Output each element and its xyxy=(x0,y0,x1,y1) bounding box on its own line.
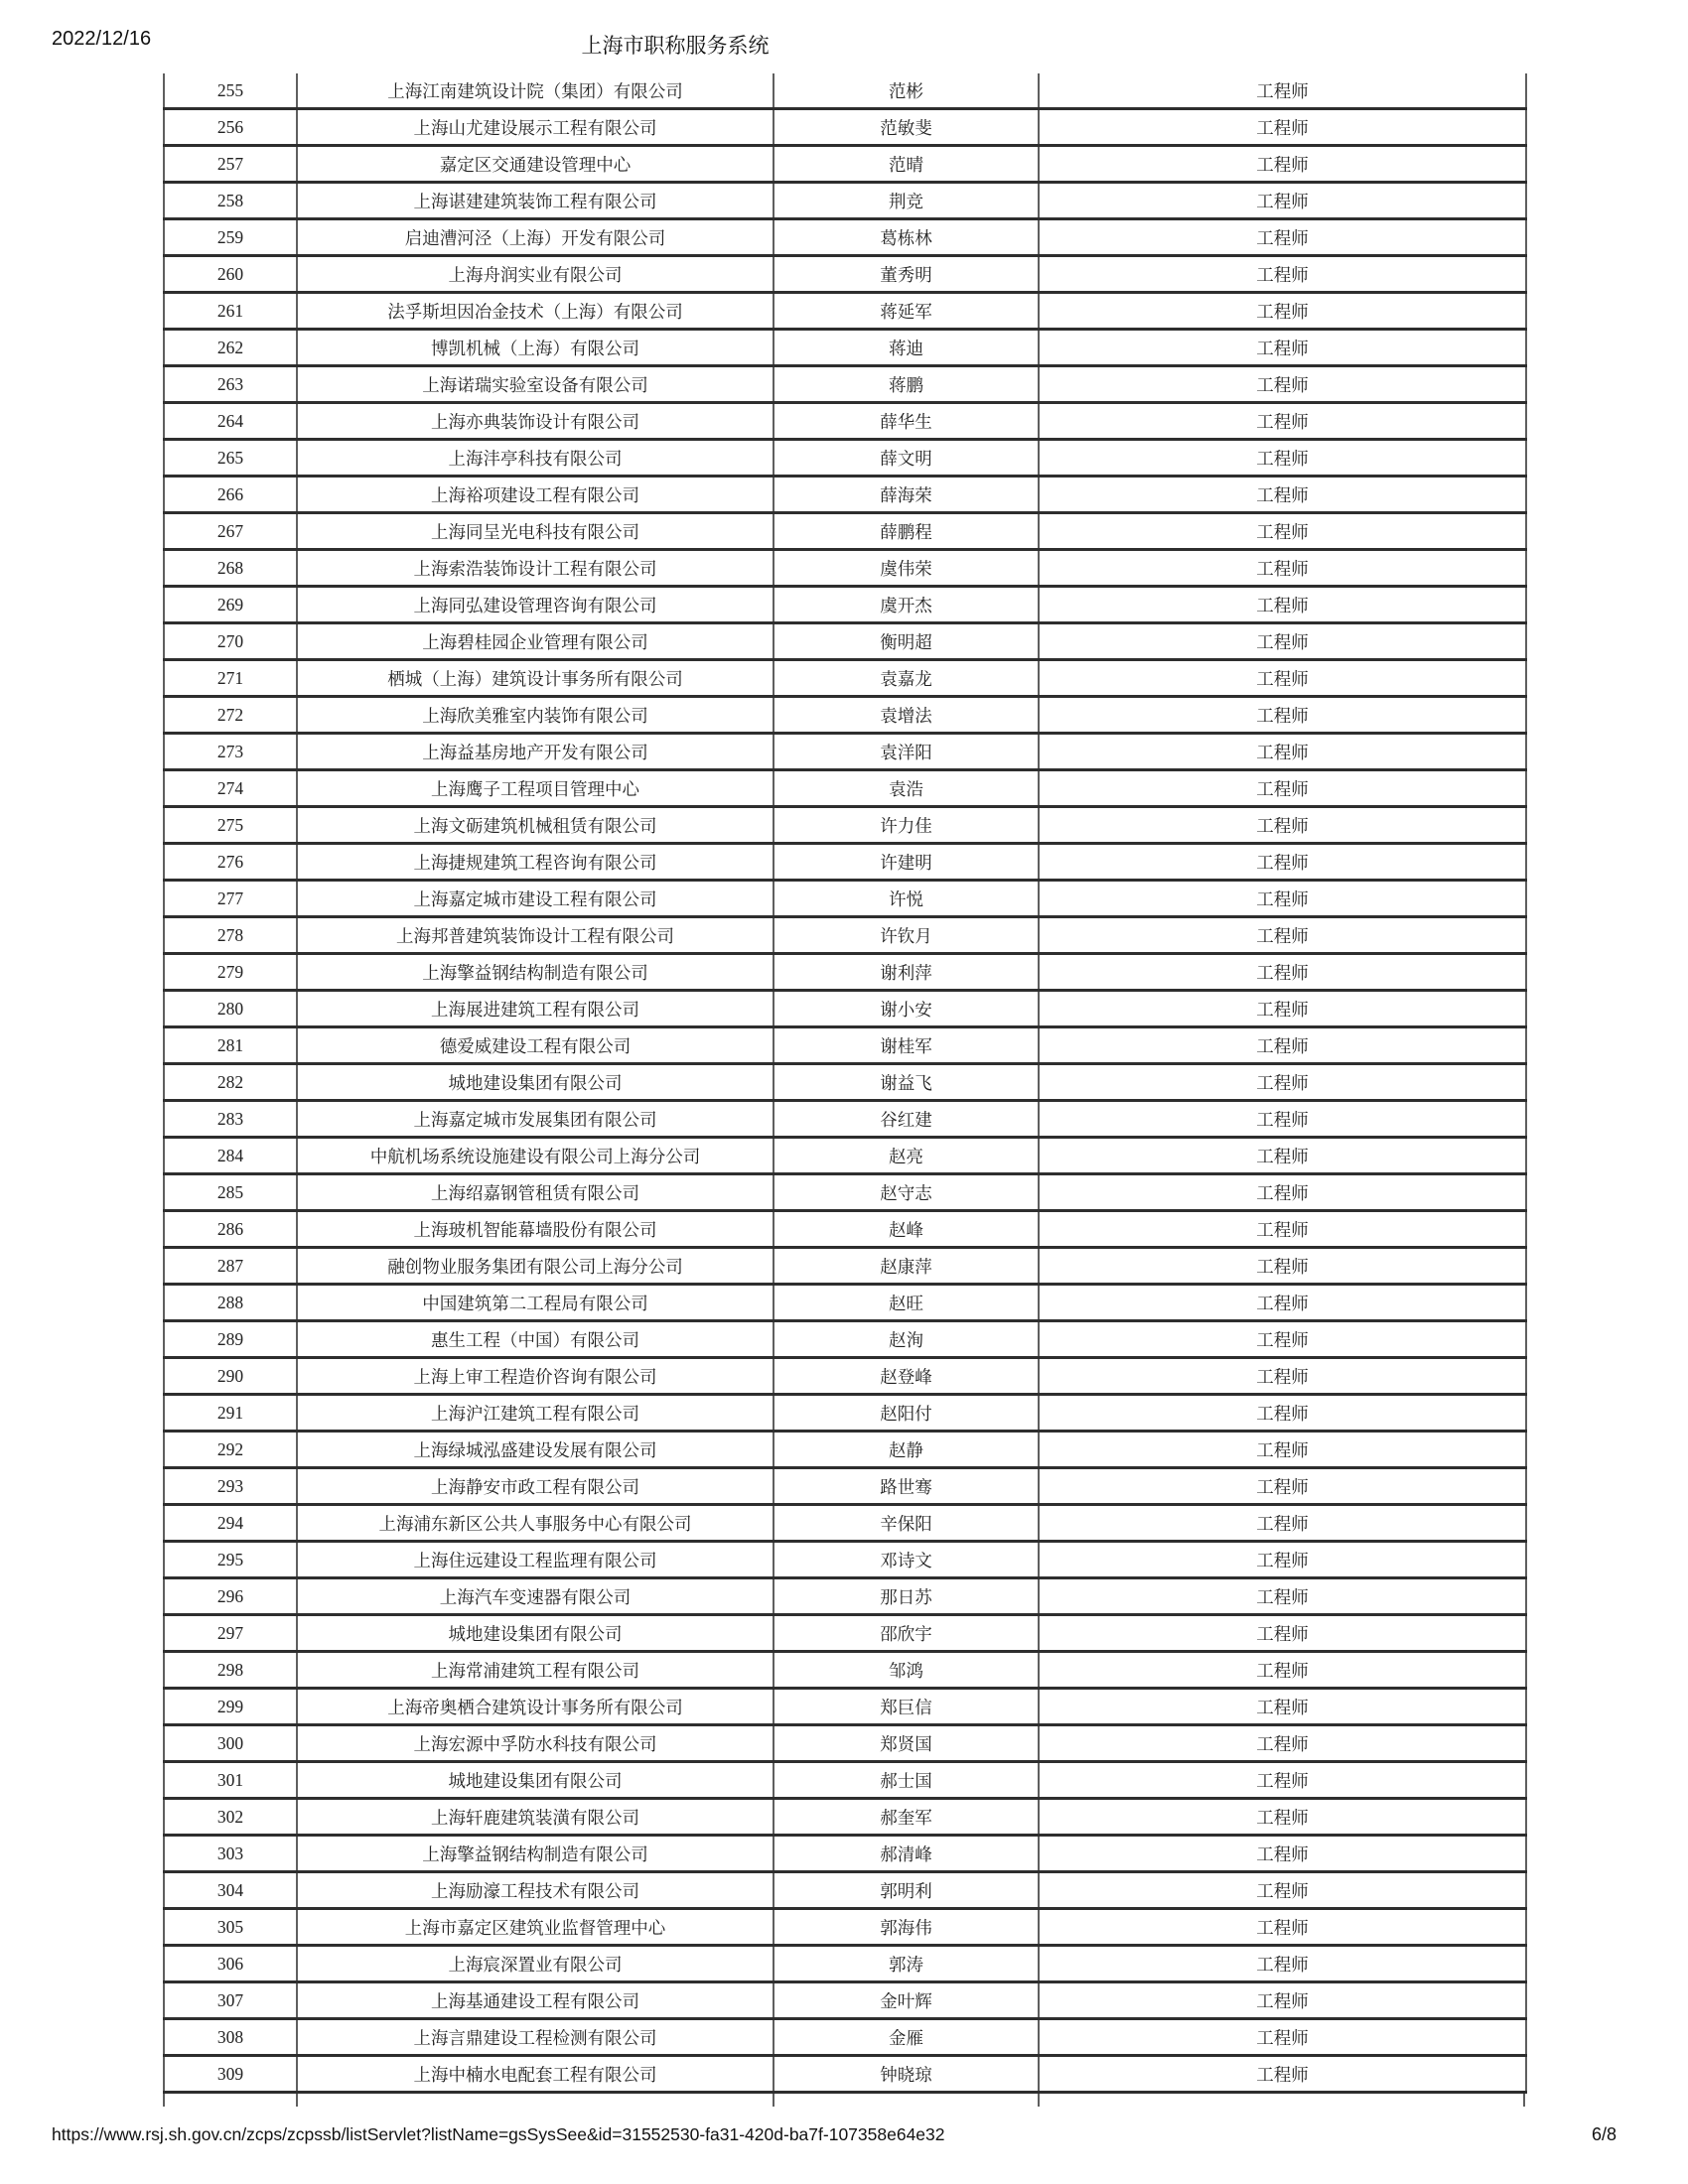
table-row xyxy=(164,1836,1526,1872)
table-row xyxy=(164,330,1526,366)
title-cell: 工程师 xyxy=(1039,1174,1526,1211)
title-cell: 工程师 xyxy=(1039,844,1526,881)
row-number-cell: 303 xyxy=(164,1836,297,1872)
company-cell: 惠生工程（中国）有限公司 xyxy=(297,1321,774,1358)
roster-table-wrap xyxy=(163,73,1525,2107)
table-row xyxy=(164,2019,1526,2056)
table-row xyxy=(164,1285,1526,1321)
name-cell: 袁嘉龙 xyxy=(774,660,1039,697)
row-number-cell: 308 xyxy=(164,2019,297,2056)
title-cell: 工程师 xyxy=(1039,1542,1526,1578)
footer-url: https://www.rsj.sh.gov.cn/zcps/zcpssb/listServlet?listName=gsSysSee&id=31552530-fa31-420d-ba7f-107358e64e32 xyxy=(52,2124,945,2144)
title-cell: 工程师 xyxy=(1039,440,1526,477)
company-cell: 上海益基房地产开发有限公司 xyxy=(297,734,774,770)
title-cell: 工程师 xyxy=(1039,513,1526,550)
company-cell: 上海绍嘉钢管租赁有限公司 xyxy=(297,1174,774,1211)
table-continuation-stub xyxy=(163,2094,1525,2107)
row-number-cell: 306 xyxy=(164,1946,297,1982)
table-row xyxy=(164,293,1526,330)
name-cell: 葛栋林 xyxy=(774,219,1039,256)
company-cell: 上海谌建建筑装饰工程有限公司 xyxy=(297,183,774,219)
title-cell: 工程师 xyxy=(1039,1836,1526,1872)
title-cell: 工程师 xyxy=(1039,293,1526,330)
title-cell: 工程师 xyxy=(1039,623,1526,660)
title-cell: 工程师 xyxy=(1039,1248,1526,1285)
title-cell: 工程师 xyxy=(1039,1615,1526,1652)
name-cell: 荆竞 xyxy=(774,183,1039,219)
company-cell: 上海言鼎建设工程检测有限公司 xyxy=(297,2019,774,2056)
title-cell: 工程师 xyxy=(1039,109,1526,146)
row-number-cell: 304 xyxy=(164,1872,297,1909)
page-title: 上海市职称服务系统 xyxy=(581,35,770,58)
company-cell: 启迪漕河泾（上海）开发有限公司 xyxy=(297,219,774,256)
row-number-cell: 276 xyxy=(164,844,297,881)
row-number-cell: 256 xyxy=(164,109,297,146)
title-cell: 工程师 xyxy=(1039,1982,1526,2019)
name-cell: 谷红建 xyxy=(774,1101,1039,1138)
name-cell: 赵守志 xyxy=(774,1174,1039,1211)
page-number: 6/8 xyxy=(1591,2124,1617,2144)
title-cell: 工程师 xyxy=(1039,770,1526,807)
row-number-cell: 266 xyxy=(164,477,297,513)
row-number-cell: 284 xyxy=(164,1138,297,1174)
name-cell: 郭明利 xyxy=(774,1872,1039,1909)
print-date: 2022/12/16 xyxy=(52,28,152,50)
row-number-cell: 297 xyxy=(164,1615,297,1652)
row-number-cell: 290 xyxy=(164,1358,297,1395)
row-number-cell: 274 xyxy=(164,770,297,807)
name-cell: 蒋延军 xyxy=(774,293,1039,330)
company-cell: 博凯机械（上海）有限公司 xyxy=(297,330,774,366)
table-row xyxy=(164,146,1526,183)
title-cell: 工程师 xyxy=(1039,1432,1526,1468)
title-cell: 工程师 xyxy=(1039,1946,1526,1982)
row-number-cell: 295 xyxy=(164,1542,297,1578)
row-number-cell: 283 xyxy=(164,1101,297,1138)
row-number-cell: 277 xyxy=(164,881,297,917)
company-cell: 上海浦东新区公共人事服务中心有限公司 xyxy=(297,1505,774,1542)
table-row xyxy=(164,1358,1526,1395)
name-cell: 谢桂军 xyxy=(774,1027,1039,1064)
name-cell: 赵康萍 xyxy=(774,1248,1039,1285)
company-cell: 上海擎益钢结构制造有限公司 xyxy=(297,1836,774,1872)
company-cell: 上海住远建设工程监理有限公司 xyxy=(297,1542,774,1578)
company-cell: 上海基通建设工程有限公司 xyxy=(297,1982,774,2019)
title-cell: 工程师 xyxy=(1039,1027,1526,1064)
title-cell: 工程师 xyxy=(1039,256,1526,293)
title-cell: 工程师 xyxy=(1039,1762,1526,1799)
name-cell: 衡明超 xyxy=(774,623,1039,660)
row-number-cell: 265 xyxy=(164,440,297,477)
row-number-cell: 259 xyxy=(164,219,297,256)
row-number-cell: 255 xyxy=(164,73,297,109)
name-cell: 虞伟荣 xyxy=(774,550,1039,587)
company-cell: 上海擎益钢结构制造有限公司 xyxy=(297,954,774,991)
company-cell: 上海江南建筑设计院（集团）有限公司 xyxy=(297,73,774,109)
title-cell: 工程师 xyxy=(1039,917,1526,954)
table-row xyxy=(164,917,1526,954)
name-cell: 谢小安 xyxy=(774,991,1039,1027)
company-cell: 上海中楠水电配套工程有限公司 xyxy=(297,2056,774,2093)
company-cell: 德爱威建设工程有限公司 xyxy=(297,1027,774,1064)
row-number-cell: 279 xyxy=(164,954,297,991)
row-number-cell: 293 xyxy=(164,1468,297,1505)
row-number-cell: 275 xyxy=(164,807,297,844)
title-cell: 工程师 xyxy=(1039,1872,1526,1909)
row-number-cell: 309 xyxy=(164,2056,297,2093)
row-number-cell: 305 xyxy=(164,1909,297,1946)
name-cell: 郭涛 xyxy=(774,1946,1039,1982)
table-row xyxy=(164,1762,1526,1799)
table-row xyxy=(164,623,1526,660)
row-number-cell: 287 xyxy=(164,1248,297,1285)
name-cell: 赵亮 xyxy=(774,1138,1039,1174)
title-cell: 工程师 xyxy=(1039,1395,1526,1432)
table-body xyxy=(164,73,1526,2093)
row-number-cell: 302 xyxy=(164,1799,297,1836)
table-row xyxy=(164,1982,1526,2019)
table-row xyxy=(164,1395,1526,1432)
table-row xyxy=(164,954,1526,991)
name-cell: 许建明 xyxy=(774,844,1039,881)
table-row xyxy=(164,1064,1526,1101)
name-cell: 郝清峰 xyxy=(774,1836,1039,1872)
table-row xyxy=(164,550,1526,587)
title-cell: 工程师 xyxy=(1039,734,1526,770)
company-cell: 上海宸深置业有限公司 xyxy=(297,1946,774,1982)
title-cell: 工程师 xyxy=(1039,991,1526,1027)
column-divider xyxy=(773,2094,774,2107)
company-cell: 上海舟润实业有限公司 xyxy=(297,256,774,293)
company-cell: 栖城（上海）建筑设计事务所有限公司 xyxy=(297,660,774,697)
company-cell: 上海邦普建筑装饰设计工程有限公司 xyxy=(297,917,774,954)
row-number-cell: 267 xyxy=(164,513,297,550)
company-cell: 中国建筑第二工程局有限公司 xyxy=(297,1285,774,1321)
title-cell: 工程师 xyxy=(1039,1799,1526,1836)
name-cell: 邵欣宇 xyxy=(774,1615,1039,1652)
name-cell: 薛海荣 xyxy=(774,477,1039,513)
name-cell: 薛鹏程 xyxy=(774,513,1039,550)
row-number-cell: 269 xyxy=(164,587,297,623)
row-number-cell: 264 xyxy=(164,403,297,440)
company-cell: 上海常浦建筑工程有限公司 xyxy=(297,1652,774,1689)
title-cell: 工程师 xyxy=(1039,2019,1526,2056)
name-cell: 许悦 xyxy=(774,881,1039,917)
table-row xyxy=(164,1211,1526,1248)
company-cell: 上海山尤建设展示工程有限公司 xyxy=(297,109,774,146)
table-row xyxy=(164,660,1526,697)
row-number-cell: 280 xyxy=(164,991,297,1027)
row-number-cell: 257 xyxy=(164,146,297,183)
name-cell: 谢利萍 xyxy=(774,954,1039,991)
table-row xyxy=(164,1725,1526,1762)
company-cell: 上海轩鹿建筑装潢有限公司 xyxy=(297,1799,774,1836)
table-row xyxy=(164,844,1526,881)
row-number-cell: 291 xyxy=(164,1395,297,1432)
row-number-cell: 272 xyxy=(164,697,297,734)
title-cell: 工程师 xyxy=(1039,1101,1526,1138)
table-row xyxy=(164,1542,1526,1578)
title-cell: 工程师 xyxy=(1039,1468,1526,1505)
name-cell: 虞开杰 xyxy=(774,587,1039,623)
company-cell: 上海沣亭科技有限公司 xyxy=(297,440,774,477)
company-cell: 上海绿城泓盛建设发展有限公司 xyxy=(297,1432,774,1468)
name-cell: 薛文明 xyxy=(774,440,1039,477)
title-cell: 工程师 xyxy=(1039,954,1526,991)
row-number-cell: 298 xyxy=(164,1652,297,1689)
name-cell: 赵旺 xyxy=(774,1285,1039,1321)
title-cell: 工程师 xyxy=(1039,73,1526,109)
company-cell: 上海诺瑞实验室设备有限公司 xyxy=(297,366,774,403)
row-number-cell: 281 xyxy=(164,1027,297,1064)
name-cell: 赵静 xyxy=(774,1432,1039,1468)
table-row xyxy=(164,513,1526,550)
table-row xyxy=(164,477,1526,513)
table-row xyxy=(164,991,1526,1027)
name-cell: 郝士国 xyxy=(774,1762,1039,1799)
title-cell: 工程师 xyxy=(1039,807,1526,844)
company-cell: 法孚斯坦因冶金技术（上海）有限公司 xyxy=(297,293,774,330)
name-cell: 郑巨信 xyxy=(774,1689,1039,1725)
table-row xyxy=(164,807,1526,844)
company-cell: 上海碧桂园企业管理有限公司 xyxy=(297,623,774,660)
table-row xyxy=(164,73,1526,109)
company-cell: 上海展进建筑工程有限公司 xyxy=(297,991,774,1027)
table-row xyxy=(164,1689,1526,1725)
title-cell: 工程师 xyxy=(1039,697,1526,734)
company-cell: 上海文砺建筑机械租赁有限公司 xyxy=(297,807,774,844)
name-cell: 许力佳 xyxy=(774,807,1039,844)
company-cell: 融创物业服务集团有限公司上海分公司 xyxy=(297,1248,774,1285)
row-number-cell: 292 xyxy=(164,1432,297,1468)
company-cell: 上海嘉定城市发展集团有限公司 xyxy=(297,1101,774,1138)
title-cell: 工程师 xyxy=(1039,183,1526,219)
name-cell: 钟晓琼 xyxy=(774,2056,1039,2093)
column-divider xyxy=(296,2094,298,2107)
title-cell: 工程师 xyxy=(1039,1321,1526,1358)
company-cell: 上海宏源中孚防水科技有限公司 xyxy=(297,1725,774,1762)
table-row xyxy=(164,1615,1526,1652)
company-cell: 上海玻机智能幕墙股份有限公司 xyxy=(297,1211,774,1248)
row-number-cell: 301 xyxy=(164,1762,297,1799)
table-row xyxy=(164,403,1526,440)
company-cell: 上海捷规建筑工程咨询有限公司 xyxy=(297,844,774,881)
table-row xyxy=(164,1468,1526,1505)
table-row xyxy=(164,1027,1526,1064)
row-number-cell: 288 xyxy=(164,1285,297,1321)
title-cell: 工程师 xyxy=(1039,219,1526,256)
company-cell: 嘉定区交通建设管理中心 xyxy=(297,146,774,183)
title-cell: 工程师 xyxy=(1039,660,1526,697)
table-row xyxy=(164,770,1526,807)
company-cell: 上海市嘉定区建筑业监督管理中心 xyxy=(297,1909,774,1946)
table-row xyxy=(164,109,1526,146)
name-cell: 袁浩 xyxy=(774,770,1039,807)
name-cell: 那日苏 xyxy=(774,1578,1039,1615)
row-number-cell: 285 xyxy=(164,1174,297,1211)
name-cell: 赵登峰 xyxy=(774,1358,1039,1395)
name-cell: 蒋迪 xyxy=(774,330,1039,366)
row-number-cell: 294 xyxy=(164,1505,297,1542)
table-row xyxy=(164,1432,1526,1468)
column-divider xyxy=(1038,2094,1040,2107)
title-cell: 工程师 xyxy=(1039,1064,1526,1101)
name-cell: 范彬 xyxy=(774,73,1039,109)
company-cell: 上海沪江建筑工程有限公司 xyxy=(297,1395,774,1432)
company-cell: 中航机场系统设施建设有限公司上海分公司 xyxy=(297,1138,774,1174)
row-number-cell: 260 xyxy=(164,256,297,293)
row-number-cell: 270 xyxy=(164,623,297,660)
table-row xyxy=(164,1101,1526,1138)
name-cell: 赵洵 xyxy=(774,1321,1039,1358)
company-cell: 上海裕项建设工程有限公司 xyxy=(297,477,774,513)
title-cell: 工程师 xyxy=(1039,1578,1526,1615)
table-row xyxy=(164,1872,1526,1909)
row-number-cell: 273 xyxy=(164,734,297,770)
table-row xyxy=(164,587,1526,623)
name-cell: 蒋鹏 xyxy=(774,366,1039,403)
table-row xyxy=(164,1174,1526,1211)
company-cell: 上海静安市政工程有限公司 xyxy=(297,1468,774,1505)
name-cell: 邓诗文 xyxy=(774,1542,1039,1578)
title-cell: 工程师 xyxy=(1039,1505,1526,1542)
company-cell: 上海帝奥栖合建筑设计事务所有限公司 xyxy=(297,1689,774,1725)
title-cell: 工程师 xyxy=(1039,1211,1526,1248)
name-cell: 金叶辉 xyxy=(774,1982,1039,2019)
row-number-cell: 261 xyxy=(164,293,297,330)
table-row xyxy=(164,1138,1526,1174)
company-cell: 上海汽车变速器有限公司 xyxy=(297,1578,774,1615)
table-row xyxy=(164,2056,1526,2093)
title-cell: 工程师 xyxy=(1039,403,1526,440)
table-row xyxy=(164,1248,1526,1285)
company-cell: 上海亦典装饰设计有限公司 xyxy=(297,403,774,440)
name-cell: 范敏斐 xyxy=(774,109,1039,146)
title-cell: 工程师 xyxy=(1039,881,1526,917)
name-cell: 赵峰 xyxy=(774,1211,1039,1248)
table-row xyxy=(164,256,1526,293)
title-cell: 工程师 xyxy=(1039,366,1526,403)
name-cell: 路世骞 xyxy=(774,1468,1039,1505)
name-cell: 郑贤国 xyxy=(774,1725,1039,1762)
company-cell: 上海嘉定城市建设工程有限公司 xyxy=(297,881,774,917)
row-number-cell: 300 xyxy=(164,1725,297,1762)
table-row xyxy=(164,1652,1526,1689)
title-cell: 工程师 xyxy=(1039,2056,1526,2093)
name-cell: 袁洋阳 xyxy=(774,734,1039,770)
name-cell: 辛保阳 xyxy=(774,1505,1039,1542)
row-number-cell: 263 xyxy=(164,366,297,403)
name-cell: 邹鸿 xyxy=(774,1652,1039,1689)
name-cell: 金雁 xyxy=(774,2019,1039,2056)
title-cell: 工程师 xyxy=(1039,477,1526,513)
name-cell: 谢益飞 xyxy=(774,1064,1039,1101)
table-row xyxy=(164,697,1526,734)
table-row xyxy=(164,366,1526,403)
company-cell: 城地建设集团有限公司 xyxy=(297,1064,774,1101)
company-cell: 城地建设集团有限公司 xyxy=(297,1615,774,1652)
row-number-cell: 299 xyxy=(164,1689,297,1725)
company-cell: 上海励濠工程技术有限公司 xyxy=(297,1872,774,1909)
company-cell: 上海同弘建设管理咨询有限公司 xyxy=(297,587,774,623)
company-cell: 城地建设集团有限公司 xyxy=(297,1762,774,1799)
table-row xyxy=(164,183,1526,219)
table-row xyxy=(164,1909,1526,1946)
title-cell: 工程师 xyxy=(1039,1689,1526,1725)
table-row xyxy=(164,881,1526,917)
company-cell: 上海鹰子工程项目管理中心 xyxy=(297,770,774,807)
row-number-cell: 307 xyxy=(164,1982,297,2019)
table-row xyxy=(164,1946,1526,1982)
title-cell: 工程师 xyxy=(1039,330,1526,366)
table-row xyxy=(164,219,1526,256)
title-cell: 工程师 xyxy=(1039,146,1526,183)
name-cell: 赵阳付 xyxy=(774,1395,1039,1432)
row-number-cell: 271 xyxy=(164,660,297,697)
name-cell: 许钦月 xyxy=(774,917,1039,954)
row-number-cell: 289 xyxy=(164,1321,297,1358)
row-number-cell: 282 xyxy=(164,1064,297,1101)
name-cell: 范晴 xyxy=(774,146,1039,183)
name-cell: 薛华生 xyxy=(774,403,1039,440)
title-cell: 工程师 xyxy=(1039,1138,1526,1174)
table-row xyxy=(164,440,1526,477)
row-number-cell: 262 xyxy=(164,330,297,366)
row-number-cell: 258 xyxy=(164,183,297,219)
title-cell: 工程师 xyxy=(1039,550,1526,587)
name-cell: 袁增法 xyxy=(774,697,1039,734)
company-cell: 上海上审工程造价咨询有限公司 xyxy=(297,1358,774,1395)
title-cell: 工程师 xyxy=(1039,1285,1526,1321)
row-number-cell: 268 xyxy=(164,550,297,587)
table-row xyxy=(164,1578,1526,1615)
title-cell: 工程师 xyxy=(1039,1652,1526,1689)
table-row xyxy=(164,1321,1526,1358)
title-cell: 工程师 xyxy=(1039,587,1526,623)
row-number-cell: 296 xyxy=(164,1578,297,1615)
table-row xyxy=(164,734,1526,770)
table-row xyxy=(164,1799,1526,1836)
company-cell: 上海同呈光电科技有限公司 xyxy=(297,513,774,550)
name-cell: 郝奎军 xyxy=(774,1799,1039,1836)
title-cell: 工程师 xyxy=(1039,1725,1526,1762)
name-cell: 郭海伟 xyxy=(774,1909,1039,1946)
title-cell: 工程师 xyxy=(1039,1909,1526,1946)
title-cell: 工程师 xyxy=(1039,1358,1526,1395)
company-cell: 上海欣美雅室内装饰有限公司 xyxy=(297,697,774,734)
row-number-cell: 278 xyxy=(164,917,297,954)
row-number-cell: 286 xyxy=(164,1211,297,1248)
name-cell: 董秀明 xyxy=(774,256,1039,293)
table-row xyxy=(164,1505,1526,1542)
title-roster-table xyxy=(163,73,1527,2094)
company-cell: 上海索浩装饰设计工程有限公司 xyxy=(297,550,774,587)
